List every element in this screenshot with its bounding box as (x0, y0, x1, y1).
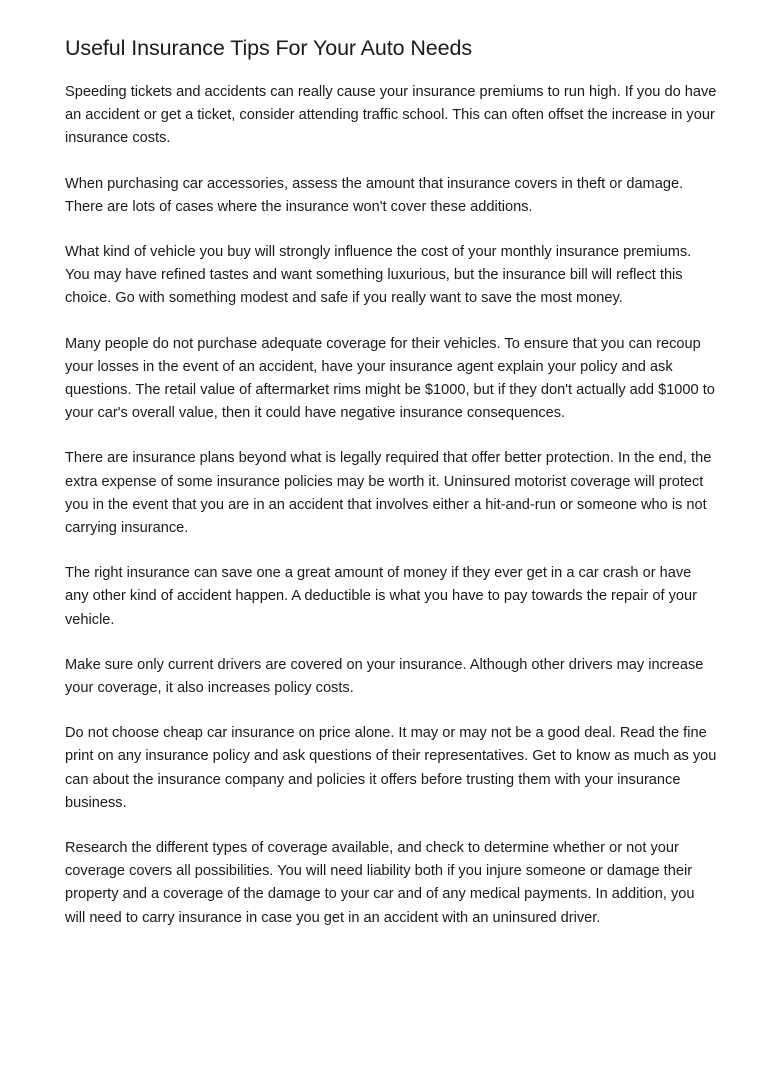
paragraph-4: Many people do not purchase adequate coverage for their vehicles. To ensure that you can recoup your losses in the event of an accident, have your insurance agent explain your policy and ask questions. The retail value of aftermarket rims might be $1000, but if they don't actually add $1000 to your car's overall value, then it could have negative insurance consequences. (65, 335, 715, 422)
paragraph-6: The right insurance can save one a great amount of money if they ever get in a car crash or have any other kind of accident happen. A deductible is what you have to pay towards the repair of your vehicle. (65, 565, 697, 628)
paragraph-1: Speeding tickets and accidents can really cause your insurance premiums to run high. If you do have an accident or get a ticket, consider attending traffic school. This can often offset the increase in your insurance costs. (65, 84, 717, 147)
document-page (65, 33, 717, 952)
paragraph-7: Make sure only current drivers are covered on your insurance. Although other drivers may increase your coverage, it also increases policy costs. (65, 656, 704, 697)
paragraph-8: Do not choose cheap car insurance on price alone. It may or may not be a good deal. Read the fine print on any insurance policy and ask questions of their representatives. Get to know as much as you can about the insurance company and policies it offers before trusting them with your insurance business. (65, 725, 717, 811)
paragraph-5: There are insurance plans beyond what is legally required that offer better protection. In the end, the extra expense of some insurance policies may be worth it. Uninsured motorist coverage will protect you in the event that you are in an accident that involves either a hit-and-run or someone who is not carrying insurance. (65, 450, 712, 537)
paragraph-3: What kind of vehicle you buy will strongly influence the cost of your monthly insurance premiums. You may have refined tastes and want something luxurious, but the insurance bill will reflect this choice. Go with something modest and safe if you really want to save the most money. (65, 244, 692, 307)
paragraph-9: Research the different types of coverage available, and check to determine whether or not your coverage covers all possibilities. You will need liability both if you injure someone or damage their property and a coverage of the damage to your car and of any medical payments. In addition, you will need to carry insurance in case you get in an accident with an uninsured driver. (65, 840, 695, 926)
paragraph-2: When purchasing car accessories, assess the amount that insurance covers in theft or damage. There are lots of cases where the insurance won't cover these additions. (65, 175, 684, 215)
page-title: Useful Insurance Tips For Your Auto Needs (65, 36, 473, 60)
